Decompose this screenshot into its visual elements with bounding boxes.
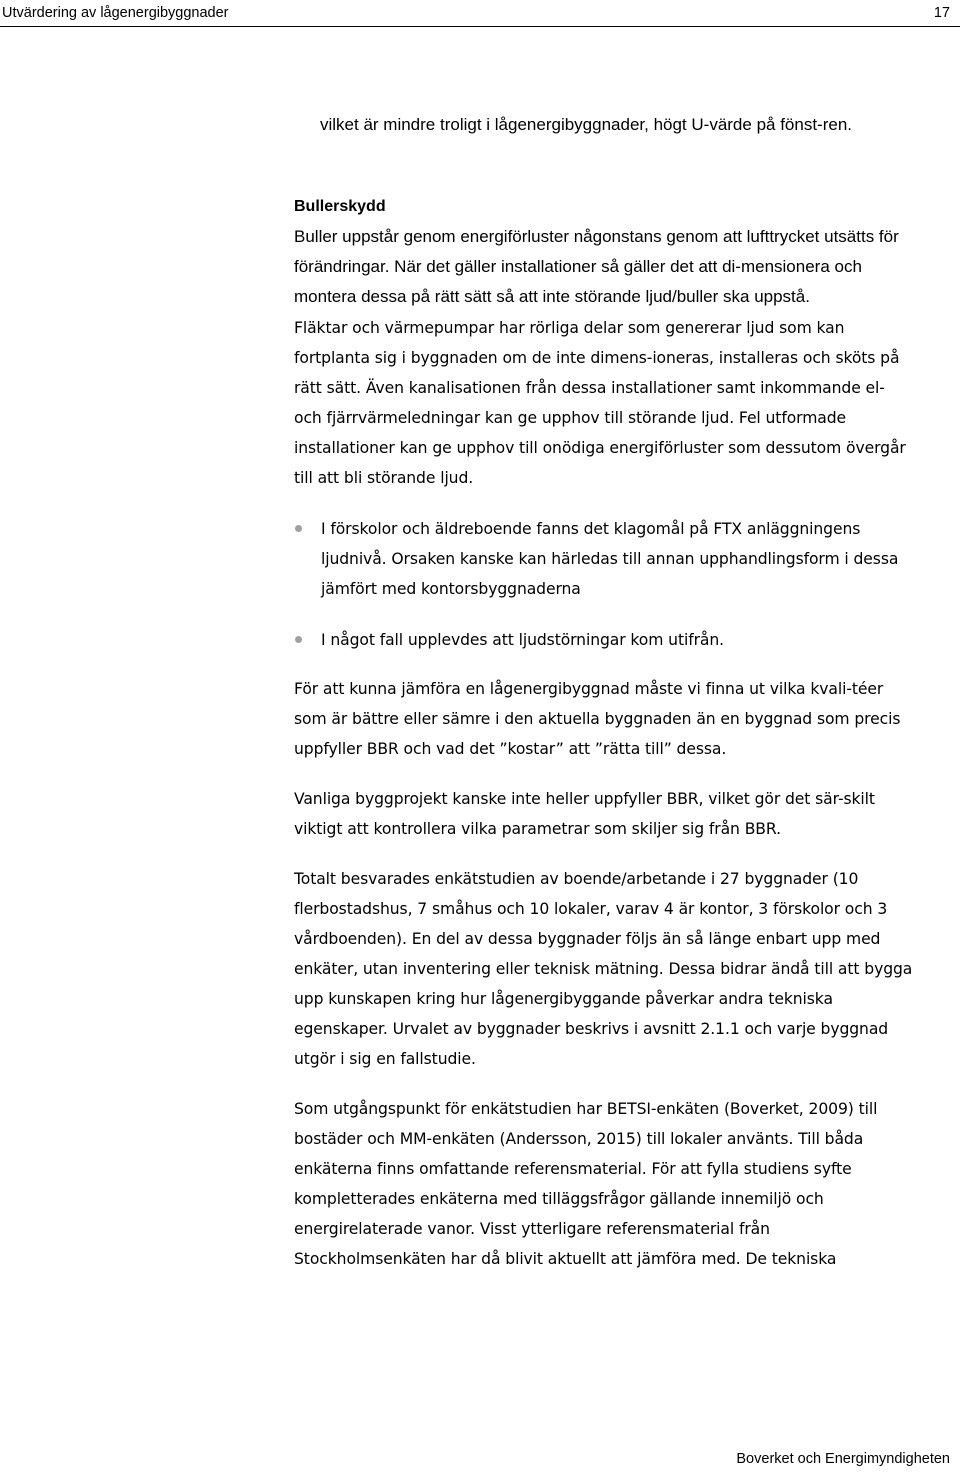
paragraph: Vanliga byggprojekt kanske inte heller uppfyller BBR, vilket gör det sär-skilt viktigt att kontrollera vilka parametrar som skiljer sig från BBR. <box>294 790 875 838</box>
page-footer: Boverket och Energimyndigheten <box>736 1451 950 1467</box>
section-intro-text: Buller uppstår genom energiförluster någonstans genom att lufttrycket utsätts för förändringar. När det gäller installationer så gäller det att di-mensionera och montera dessa på rätt sätt så att inte störande ljud/buller ska uppstå. <box>294 227 899 306</box>
running-title: Utvärdering av lågenergibyggnader <box>2 5 229 21</box>
paragraph: För att kunna jämföra en lågenergibyggnad måste vi finna ut vilka kvali-téer som är bättre eller sämre i den aktuella byggnaden än en byggnad som precis uppfyller BBR och vad det ”kostar” att ”rätta till” dessa. <box>294 680 901 758</box>
section-heading: Bullerskydd <box>294 198 386 215</box>
continuation-text: vilket är mindre troligt i lågenergibyggnader, högt U-värde på fönst-ren. <box>320 115 853 134</box>
paragraph: Totalt besvarades enkätstudien av boende/arbetande i 27 byggnader (10 flerbostadshus, 7 småhus och 10 lokaler, varav 4 är kontor, 3 förskolor och 3 vårdboenden). En del av dessa byggnader följs än så länge enbart upp med enkäter, utan inventering eller teknisk mätning. Dessa bidrar ändå till att bygga upp kunskapen kring hur lågenergibyggande påverkar andra tekniska egenskaper. Urvalet av byggnader beskrivs i avsnitt 2.1.1 och varje byggnad utgör i sig en fallstudie. <box>294 870 913 1068</box>
bullet-text: I förskolor och äldreboende fanns det klagomål på FTX anläggningens ljudnivå. Orsaken kanske kan härledas till annan upphandlingsform i dessa jämfört med kontorsbyggnaderna <box>321 520 899 598</box>
bullet-dot-icon <box>295 636 302 643</box>
section-body-text: Fläktar och värmepumpar har rörliga delar som genererar ljud som kan fortplanta sig i byggnaden om de inte dimens-ioneras, installeras och sköts på rätt sätt. Även kanalisationen från dessa installationer samt inkommande el- och fjärrvärmeledningar kan ge upphov till störande ljud. Fel utformade installationer kan ge upphov till onödiga energiförluster som dessutom övergår till att bli störande ljud. <box>294 319 906 487</box>
bullet-dot-icon <box>295 525 302 532</box>
paragraph: Som utgångspunkt för enkätstudien har BETSI-enkäten (Boverket, 2009) till bostäder och MM-enkäten (Andersson, 2015) till lokaler använts. Till båda enkäterna finns omfattande referensmaterial. För att fylla studiens syfte kompletterades enkäterna med tilläggsfrågor gällande innemiljö och energirelaterade vanor. Visst ytterligare referensmaterial från Stockholmsenkäten har då blivit aktuellt att jämföra med. De tekniska <box>294 1100 878 1268</box>
page-number: 17 <box>933 5 950 21</box>
page-header <box>0 4 960 27</box>
bullet-text: I något fall upplevdes att ljudstörningar kom utifrån. <box>321 631 724 649</box>
